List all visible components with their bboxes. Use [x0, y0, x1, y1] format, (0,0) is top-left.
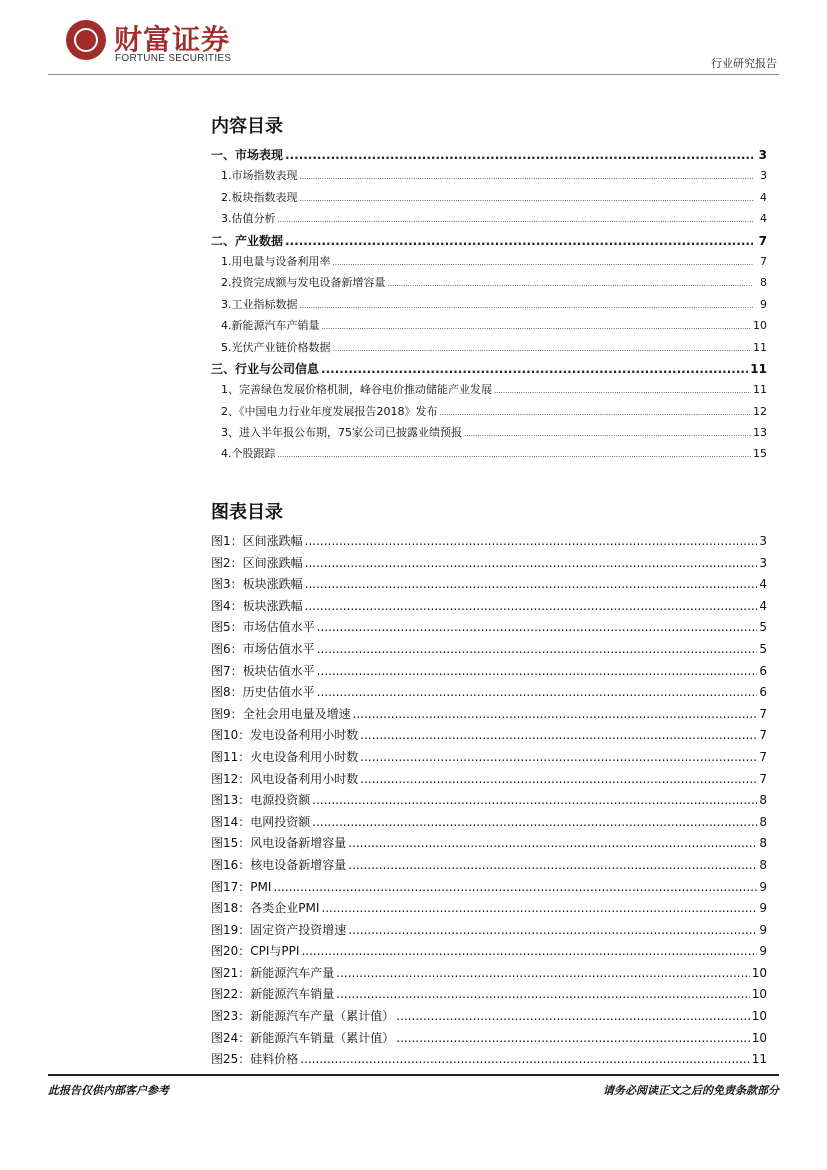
dot-leader — [305, 556, 758, 570]
dot-leader — [322, 319, 752, 332]
figure-entry-label: 图24：新能源汽车销量（累计值） — [211, 1030, 395, 1045]
figure-entry-page: 3 — [759, 555, 767, 570]
dot-leader — [300, 169, 754, 182]
figure-entry-page: 7 — [759, 749, 767, 764]
dot-leader — [353, 707, 758, 721]
figure-entry[interactable] — [211, 554, 767, 576]
dot-leader — [317, 620, 758, 634]
toc-subsection-entry[interactable] — [211, 274, 767, 295]
figure-entry-page: 4 — [759, 598, 767, 613]
dot-leader — [301, 944, 757, 958]
figure-entry-page: 9 — [759, 944, 767, 959]
toc-entry-page: 11 — [753, 383, 767, 397]
toc-entry-label: 1.用电量与设备利用率 — [221, 254, 331, 268]
toc-entry-page: 12 — [753, 404, 767, 418]
figure-entry-page: 9 — [759, 901, 767, 916]
figure-entry[interactable] — [211, 597, 767, 619]
figure-entry[interactable] — [211, 791, 767, 813]
toc-subsection-entry[interactable] — [211, 296, 767, 317]
footer-left-note: 此报告仅供内部客户参考 — [48, 1084, 169, 1097]
dot-leader — [333, 255, 754, 268]
figure-entry[interactable] — [211, 856, 767, 878]
figure-entry-page: 9 — [759, 922, 767, 937]
figure-entry[interactable] — [211, 899, 767, 921]
figure-entry-page: 10 — [751, 1009, 767, 1024]
brand-name-en: FORTUNE SECURITIES — [115, 53, 232, 64]
dot-leader — [317, 664, 758, 678]
figure-entry[interactable] — [211, 662, 767, 684]
figure-entry[interactable] — [211, 618, 767, 640]
dot-leader — [321, 901, 757, 915]
figure-entry-label: 图22：新能源汽车销量 — [211, 987, 335, 1002]
dot-leader — [300, 1052, 749, 1066]
figure-entry-label: 图9：全社会用电量及增速 — [211, 706, 351, 721]
toc-entry-label: 三、行业与公司信息 — [211, 361, 320, 376]
figure-entry-label: 图23：新能源汽车产量（累计值） — [211, 1009, 395, 1024]
figure-entry-label: 图3：板块涨跌幅 — [211, 577, 303, 592]
toc-entry-label: 3、进入半年报公布期，75家公司已披露业绩预报 — [221, 426, 462, 440]
figure-entry-label: 图6：市场估值水平 — [211, 641, 315, 656]
toc-entry-label: 4.新能源汽车产销量 — [221, 319, 320, 333]
figure-entry[interactable] — [211, 726, 767, 748]
dot-leader — [285, 148, 753, 162]
toc-entry-label: 5.光伏产业链价格数据 — [221, 340, 331, 354]
figure-entry-page: 8 — [759, 814, 767, 829]
figure-entry[interactable] — [211, 640, 767, 662]
figure-entry-page: 4 — [759, 577, 767, 592]
figure-entry-page: 8 — [759, 793, 767, 808]
report-type: 行业研究报告 — [711, 57, 777, 70]
toc-entry-label: 2.投资完成额与发电设备新增容量 — [221, 276, 386, 290]
dot-leader — [348, 858, 757, 872]
figure-entry[interactable] — [211, 1007, 767, 1029]
figure-entry[interactable] — [211, 834, 767, 856]
figure-entry-page: 8 — [759, 857, 767, 872]
figure-entry[interactable] — [211, 575, 767, 597]
dot-leader — [336, 966, 749, 980]
toc-subsection-entry[interactable] — [211, 445, 767, 466]
figure-entry-label: 图1：区间涨跌幅 — [211, 534, 303, 548]
toc-entry-page: 15 — [753, 447, 767, 461]
figure-entry-page: 9 — [759, 879, 767, 894]
toc-entry-page: 8 — [760, 276, 767, 290]
dot-leader — [305, 534, 758, 548]
toc-entry-label: 一、市场表现 — [211, 148, 284, 162]
toc-entry-label: 3.工业指标数据 — [221, 297, 298, 311]
dot-leader — [388, 276, 754, 289]
figure-entry-page: 7 — [759, 728, 767, 743]
footer-divider — [48, 1074, 779, 1076]
figure-entry[interactable] — [211, 1029, 767, 1051]
figure-list-title: 图表目录 — [211, 502, 283, 523]
header-divider — [48, 74, 779, 75]
dot-leader — [494, 383, 751, 396]
dot-leader — [321, 362, 748, 376]
toc-entry-label: 1.市场指数表现 — [221, 169, 298, 183]
figure-entry[interactable] — [211, 985, 767, 1007]
toc-section-entry[interactable] — [211, 360, 767, 381]
dot-leader — [312, 793, 757, 807]
dot-leader — [396, 1031, 749, 1045]
figure-entry-label: 图19：固定资产投资增速 — [211, 922, 347, 937]
figure-entry-label: 图2：区间涨跌幅 — [211, 555, 303, 570]
figure-entry-page: 10 — [751, 965, 767, 980]
toc-entry-label: 2.板块指数表现 — [221, 190, 298, 204]
dot-leader — [464, 426, 751, 439]
dot-leader — [317, 642, 758, 656]
dot-leader — [360, 750, 757, 764]
dot-leader — [317, 685, 758, 699]
figure-entry-label: 图12：风电设备利用小时数 — [211, 771, 359, 786]
page-header — [0, 0, 827, 80]
dot-leader — [396, 1009, 749, 1023]
toc-entry-page: 9 — [760, 297, 767, 311]
figure-entry-page: 3 — [759, 534, 767, 548]
figure-entry-label: 图4：板块涨跌幅 — [211, 598, 303, 613]
toc-entry-page: 4 — [760, 212, 767, 226]
dot-leader — [336, 987, 749, 1001]
dot-leader — [360, 728, 757, 742]
dot-leader — [278, 212, 754, 225]
toc-section-entry[interactable] — [211, 146, 767, 167]
toc-subsection-entry[interactable] — [211, 167, 767, 188]
figure-entry[interactable] — [211, 705, 767, 727]
toc-subsection-entry[interactable] — [211, 189, 767, 210]
figure-entry-page: 5 — [759, 620, 767, 635]
dot-leader — [300, 298, 754, 311]
toc-entry-page: 7 — [758, 233, 767, 248]
figure-entry-label: 图21：新能源汽车产量 — [211, 965, 335, 980]
dot-leader — [273, 880, 757, 894]
figure-entry-label: 图5：市场估值水平 — [211, 620, 315, 635]
figure-entry-label: 图11：火电设备利用小时数 — [211, 749, 359, 764]
toc-section-entry[interactable] — [211, 232, 767, 253]
figure-entry-page: 6 — [759, 663, 767, 678]
dot-leader — [333, 341, 752, 354]
toc-subsection-entry[interactable] — [211, 403, 767, 424]
figure-entry[interactable] — [211, 1050, 767, 1072]
figure-entry[interactable] — [211, 964, 767, 986]
toc-entry-label: 1、完善绿色发展价格机制，峰谷电价推动储能产业发展 — [221, 383, 492, 397]
figure-entry[interactable] — [211, 532, 767, 554]
figure-entry-page: 10 — [751, 987, 767, 1002]
figure-entry[interactable] — [211, 921, 767, 943]
figure-entry-page: 5 — [759, 641, 767, 656]
dot-leader — [348, 836, 757, 850]
dot-leader — [278, 447, 752, 460]
figure-entry-label: 图10：发电设备利用小时数 — [211, 728, 359, 743]
figure-entry-label: 图13：电源投资额 — [211, 793, 311, 808]
toc-entry-page: 3 — [758, 148, 767, 162]
figure-entry[interactable] — [211, 942, 767, 964]
dot-leader — [305, 577, 758, 591]
toc-subsection-entry[interactable] — [211, 381, 767, 402]
figure-entry[interactable] — [211, 683, 767, 705]
toc-entry-label: 3.估值分析 — [221, 212, 276, 226]
figure-entry-label: 图14：电网投资额 — [211, 814, 311, 829]
toc-entry-page: 3 — [760, 169, 767, 183]
dot-leader — [348, 923, 757, 937]
fortune-securities-logo-icon — [66, 20, 106, 60]
toc-entry-page: 4 — [760, 190, 767, 204]
figure-entry-page: 7 — [759, 706, 767, 721]
figure-entry-label: 图7：板块估值水平 — [211, 663, 315, 678]
toc-entry-label: 2、《中国电力行业年度发展报告2018》发布 — [221, 404, 438, 418]
toc-subsection-entry[interactable] — [211, 210, 767, 231]
figure-entry-page: 6 — [759, 685, 767, 700]
figure-entry-label: 图25：硅料价格 — [211, 1052, 299, 1067]
footer-right-note: 请务必阅读正文之后的免责条款部分 — [603, 1084, 779, 1097]
figure-entry-page: 11 — [751, 1052, 767, 1067]
figure-entry[interactable] — [211, 878, 767, 900]
figure-entry-label: 图20：CPI与PPI — [211, 944, 300, 959]
toc-title: 内容目录 — [211, 116, 283, 137]
brand-name-cn: 财富证券 — [114, 23, 231, 56]
figure-entry-label: 图15：风电设备新增容量 — [211, 836, 347, 851]
dot-leader — [285, 234, 753, 248]
toc-entry-page: 10 — [753, 319, 767, 333]
toc-entry-page: 11 — [753, 340, 767, 354]
figure-entry[interactable] — [211, 770, 767, 792]
figure-entry[interactable] — [211, 748, 767, 770]
figure-entry-page: 10 — [751, 1030, 767, 1045]
dot-leader — [305, 599, 758, 613]
toc-subsection-entry[interactable] — [211, 253, 767, 274]
dot-leader — [312, 815, 757, 829]
figure-entry-label: 图16：核电设备新增容量 — [211, 857, 347, 872]
figure-entry-label: 图8：历史估值水平 — [211, 685, 315, 700]
dot-leader — [440, 405, 752, 418]
toc-entry-page: 11 — [750, 361, 767, 376]
toc-subsection-entry[interactable] — [211, 339, 767, 360]
figure-entry-label: 图17：PMI — [211, 879, 272, 894]
toc-entry-label: 二、产业数据 — [211, 233, 284, 248]
dot-leader — [300, 191, 754, 204]
table-of-contents — [211, 146, 767, 467]
figure-entry-page: 8 — [759, 836, 767, 851]
toc-subsection-entry[interactable] — [211, 317, 767, 338]
figure-list — [211, 532, 767, 1072]
figure-entry[interactable] — [211, 813, 767, 835]
toc-subsection-entry[interactable] — [211, 424, 767, 445]
dot-leader — [360, 772, 757, 786]
figure-entry-page: 7 — [759, 771, 767, 786]
toc-entry-page: 7 — [760, 254, 767, 268]
figure-entry-label: 图18：各类企业PMI — [211, 901, 320, 916]
toc-entry-label: 4.个股跟踪 — [221, 447, 276, 461]
toc-entry-page: 13 — [753, 426, 767, 440]
